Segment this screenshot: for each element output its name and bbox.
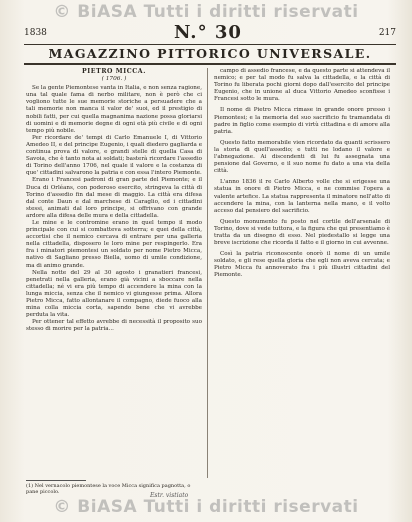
article-subtitle: ( 1706. ) xyxy=(101,76,127,83)
page-header xyxy=(24,22,396,43)
paragraph: L'anno 1836 il re Carlo Alberto volle che si erigesse una statua in onore di Pietro Micca, e ne commise l'opera a valente artefice. La statua rappresenta il minatore nell'atto di accendere la mina, con la lanterna nella mano, e il volto acceso dal pensiero del sacrificio. xyxy=(214,179,390,214)
watermark-bottom: © BiASA Tutti i diritti riservati xyxy=(53,497,359,517)
watermark-top: © BiASA Tutti i diritti riservati xyxy=(53,2,359,22)
paragraph: Le mine e le contromine erano in quel tempo il modo principale con cui si combatteva sotterra; e quei della città, accortisi che il nemico cercava di entrare per una galleria nella cittadella, disposero le loro mine per respingerlo. Era fra i minatori piemontesi un soldato per nome Pietro Micca, nativo di Sagliano presso Biella, uomo di umile condizione, ma di animo grande. xyxy=(26,219,202,269)
footnote-rule xyxy=(26,480,86,481)
paragraph: Nella notte del 29 al 30 agosto i granatieri francesi, penetrati nella galleria, erano già vicini a sboccare nella cittadella; né vi era più tempo di accendere la mina con la lunga miccia, senza che il nemico vi giungesse prima. Allora Pietro Micca, fatto allontanare il compagno, diede fuoco alla mina colla miccia corta, sapendo bene che vi avrebbe perduta la vita. xyxy=(26,269,202,319)
article-title: PIETRO MICCA. xyxy=(82,68,146,75)
paragraph: Erano i Francesi padroni di gran parte del Piemonte; e il Duca di Orléans, con poderoso esercito, stringeva la città di Torino d'assedio fin dal mese di maggio. La città era difesa dal conte Daun e dal marchese di Caraglio, ed i cittadini stessi, animati dal loro principe, si offrivano con grande ardore alla difesa delle mura e della cittadella. xyxy=(26,177,202,219)
paragraph: Per ottener tal effetto avrebbe di necessità il proposito suo stesso di morire per la patria... xyxy=(26,319,202,333)
paragraph: Così la patria riconoscente onorò il nome di un umile soldato, e gli rese quella gloria che egli non aveva cercata; e Pietro Micca fu annoverato fra i più illustri cittadini del Piemonte. xyxy=(214,251,390,279)
page-number: 217 xyxy=(378,28,396,38)
footnote: (1) Nel vernacolo piemontese la voce Micca significa pagnotta, o pane piccolo. xyxy=(26,483,191,495)
paragraph: Per ricordare de' tempi di Carlo Emanuele I, di Vittorio Amedeo II, e del principe Eugenio, i quali diedero gagliarda e continua prova di valore, e grandi stelle di quella Casa di Savoia, che è tanto nota ai soldati; basterà ricordare l'assedio di Torino dell'anno 1706, nel quale il valore e la costanza di que' cittadini salvarono la patria e con essa l'intero Piemonte. xyxy=(26,134,202,177)
masthead-title: MAGAZZINO PITTORICO UNIVERSALE. xyxy=(48,46,372,61)
header-year: 1838 xyxy=(24,28,47,38)
paragraph: Il nome di Pietro Micca rimase in grande onore presso i Piemontesi; e la memoria del suo sacrificio fu tramandata di padre in figlio come esempio di virtù cittadina e di amore alla patria. xyxy=(214,107,390,135)
paragraph: Questo monumento fu posto nel cortile dell'arsenale di Torino, dove si vede tuttora, e la figura che qui presentiamo è tratta da un disegno di esso. Nel piedestallo si legge una breve iscrizione che ricorda il fatto e il giorno in cui avvenne. xyxy=(214,218,390,247)
paragraph: Questo fatto memorabile vien ricordato da quanti scrissero la storia di quell'assedio; e tutti ne lodano il valore e l'abnegazione. Ai discendenti di lui fu assegnata una pensione dal Governo, e il suo nome fu dato a una via della città. xyxy=(214,139,390,175)
paragraph: Se la gente Piemontese vanta in Italia, e non senza ragione, una tal quale fama di nerbo militare, non è però che ci vogliono tutte le sue memorie storiche a persuadere che a tali memorie non manca il valor de' suoi, ed il prestigio di nobili fatti, per cui quella magnanima nazione possa gloriarsi di uomini e di memorie degne di ogni età più civile e di ogni tempo più nobile. xyxy=(26,85,202,134)
column-divider xyxy=(207,68,208,478)
header-rule xyxy=(24,44,396,45)
right-column xyxy=(214,68,390,496)
margin-note: Estr. vistiato xyxy=(150,492,189,499)
masthead-rule xyxy=(24,63,396,65)
issue-number: N.° 30 xyxy=(174,22,242,43)
paragraph: campo di assedio francese, e da questo parte si attendeva il nemico; e per tal modo fu salva la cittadella, e la città di Torino fu liberata pochi giorni dopo dall'esercito del principe Eugenio, che in unione al duca Vittorio Amedeo sconfisse i Francesi sotto le mura. xyxy=(214,68,390,103)
left-column xyxy=(26,68,202,478)
